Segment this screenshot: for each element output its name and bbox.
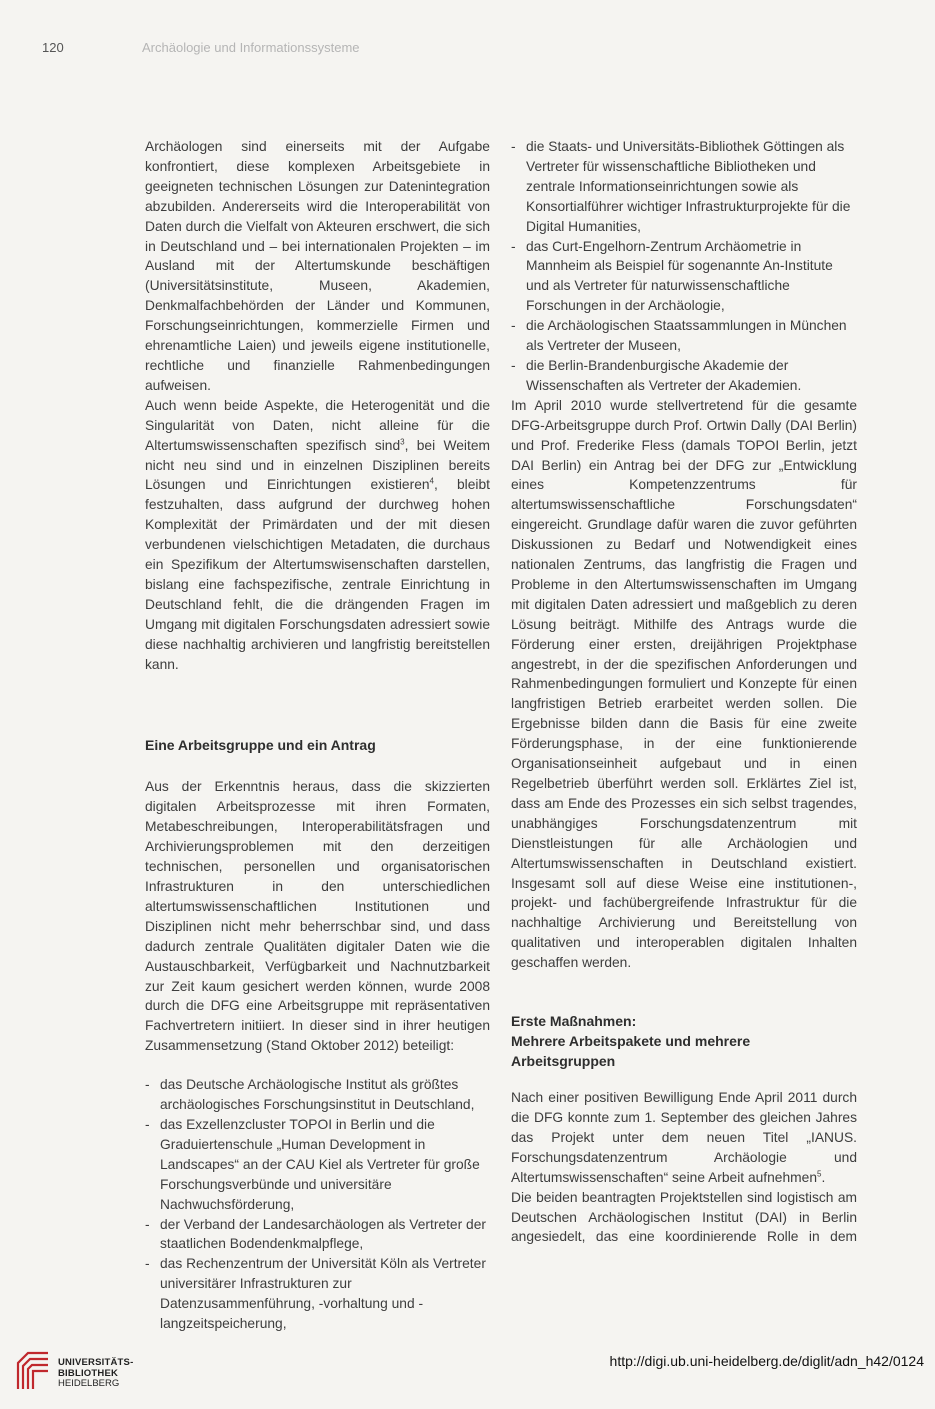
section-heading-massnahmen: Erste Maßnahmen: Mehrere Arbeitspakete und mehrere Arbeitsgruppen bbox=[511, 1013, 751, 1070]
list-item: - die Archäologischen Staatssammlungen in München als Vertreter der Museen, bbox=[511, 316, 857, 356]
paragraph-projektstellen: Die beiden beantragten Projektstellen sind logistisch am Deutschen Archäologischen Institut (DAI) in Berlin angesiedelt, das eine koordinierende Rolle in dem bbox=[511, 1189, 857, 1245]
left-column bbox=[145, 137, 490, 1334]
list-item: - das Deutsche Archäologische Institut als größtes archäologisches Forschungsinstitut in Deutschland, bbox=[145, 1075, 490, 1115]
members-list-continued bbox=[511, 137, 857, 396]
list-item: - die Staats- und Universitäts-Bibliothek Göttingen als Vertreter für wissenschaftliche Bibliotheken und zentrale Informationseinrichtungen sowie als Konsortialführer wichtiger Infrastrukturprojekte für die Digital Humanities, bbox=[511, 137, 857, 237]
list-item: - das Curt-Engelhorn-Zentrum Archäometrie in Mannheim als Beispiel für sogenannte An-Institute und als Vertreter für naturwissenschaftliche Forschungen in der Archäologie, bbox=[511, 237, 857, 317]
list-item: - der Verband der Landesarchäologen als Vertreter der staatlichen Bodendenkmalpflege, bbox=[145, 1215, 490, 1255]
list-item: - das Rechenzentrum der Universität Köln als Vertreter universitärer Infrastrukturen zur Datenzusammenführung, -vorhaltung und -langzeitspeicherung, bbox=[145, 1254, 490, 1334]
page-number: 120 bbox=[42, 40, 64, 55]
paragraph-intro: Archäologen sind einerseits mit der Aufgabe konfrontiert, diese komplexen Arbeitsgebiete in geeigneten technischen Lösungen zur Datenintegration abzubilden. Andererseits wird die Interoperabilität von Daten durch die Vielfalt von Akteuren erschwert, die sich in Deutschland und – bei internationalen Projekten – im Ausland mit der Altertumskunde beschäftigen (Universitätsinstitute, Museen, Akademien, Denkmalfachbehörden der Länder und Kommunen, Forschungseinrichtungen, kommerzielle Firmen und ehrenamtliche Laien) und jeweils eigene institutionelle, rechtliche und finanzielle Rahmenbedingungen aufweisen. bbox=[145, 139, 490, 393]
right-column bbox=[511, 137, 857, 1247]
list-item: - die Berlin-Brandenburgische Akademie der Wissenschaften als Vertreter der Akademien. bbox=[511, 356, 857, 396]
logo-line-3: HEIDELBERG bbox=[58, 1378, 120, 1389]
logo-line-1: UNIVERSITÄTS- bbox=[58, 1357, 134, 1368]
ub-heidelberg-logo-icon bbox=[14, 1349, 52, 1391]
paragraph-antrag: Im April 2010 wurde stellvertretend für die gesamte DFG-Arbeitsgruppe durch Prof. Ortwin Dally (DAI Berlin) und Prof. Frederike Fless (damals TOPOI Berlin, jetzt DAI Berlin) ein Antrag bei der DFG zur „Entwicklung eines Kompetenzzentrums für altertumswissenschaftliche Forschungsdaten“ eingereicht. Grundlage dafür waren die zuvor geführten Diskussionen zu Bedarf und Notwendigkeit eines nationalen Zentrums, das langfristig die Fragen und Probleme in den Altertumswissenschaften im Umgang mit digitalen Daten adressiert und maßgeblich zu deren Lösung beiträgt. Mithilfe des Antrags wurde die Förderung einer ersten, dreijährigen Projektphase angestrebt, in der die spezifischen Anforderungen und Rahmenbedingungen formuliert und Konzepte für einen langfristigen Betrieb erarbeitet werden sollen. Die Ergebnisse bilden dann die Basis für eine zweite Förderungsphase, in der eine funktionierende Organisationseinheit aufgebaut und in einen Regelbetrieb überführt werden soll. Erklärtes Ziel ist, dass am Ende des Prozesses ein sich selbst tragendes, unabhängiges Forschungsdatenzentrum mit Dienstleistungen für alle Archäologien und Altertumswissenschaften in Deutschland existiert. Insgesamt soll auf diese Weise eine institutionen-, projekt- und fachübergreifende Infrastruktur für die nachhaltige Archivierung und Bereitstellung von qualitativen und interoperablen digitalen Inhalten geschaffen werden. bbox=[511, 397, 857, 971]
running-header bbox=[42, 40, 360, 55]
paragraph-arbeitsgruppe: Aus der Erkenntnis heraus, dass die skizzierten digitalen Arbeitsprozesse mit ihren Formaten, Metabeschreibungen, Interoperabilitätsfragen und Archivierungsproblemen mit den derzeitigen technischen, personellen und organisatorischen Infrastrukturen in den unterschiedlichen altertumswissenschaftlichen Institutionen und Disziplinen nicht mehr beherrschbar sind, und dass dadurch zentrale Qualitäten digitaler Daten wie die Austauschbarkeit, Verfügbarkeit und Nachnutzbarkeit zur Zeit kaum gesichert werden können, wurde 2008 durch die DFG eine Arbeitsgruppe mit repräsentativen Fachvertretern initiiert. In dieser sind in ihrer heutigen Zusammensetzung (Stand Oktober 2012) beteiligt: bbox=[145, 779, 490, 1054]
paragraph-bewilligung: Nach einer positiven Bewilligung Ende April 2011 durch die DFG konnte zum 1. September des gleichen Jahres das Projekt unter dem neuen Titel „IANUS. Forschungsdatenzentrum Archäologie und Altertumswissenschaften“ seine Arbeit aufnehmen$^5$. bbox=[511, 1090, 857, 1185]
list-item: - das Exzellenzcluster TOPOI in Berlin und die Graduiertenschule „Human Development in Landscapes“ an der CAU Kiel als Vertreter für große Forschungsverbünde und universitäre Nachwuchsförderung, bbox=[145, 1115, 490, 1215]
paragraph-heterogeneity: Auch wenn beide Aspekte, die Heterogenität und die Singularität von Daten, nicht alleine für die Altertumswissenschaften spezifisch sind$^3$, bei Weitem nicht neu sind und in einzelnen Disziplinen bereits Lösungen und Einrichtungen existieren$^4$, bleibt festzuhalten, dass aufgrund der durchweg hohen Komplexität der Primärdaten und der mit diesen verbundenen vielschichtigen Metadaten, die durchaus ein Spezifikum der Altertumswisenschaften darstellen, bislang eine fachspezifische, zentrale Einrichtung in Deutschland fehlt, die die drängenden Fragen im Umgang mit digitalen Forschungsdaten adressiert sowie diese nachhaltig archivieren und langfristig bereitstellen kann. bbox=[145, 397, 490, 672]
members-list bbox=[145, 1075, 490, 1334]
library-logo bbox=[14, 1349, 144, 1395]
running-title: Archäologie und Informationssysteme bbox=[142, 40, 360, 55]
source-url[interactable]: http://digi.ub.uni-heidelberg.de/diglit/adn_h42/0124 bbox=[609, 1353, 924, 1369]
footnote-ref-5: 5 bbox=[817, 1169, 822, 1179]
footnote-ref-4: 4 bbox=[429, 476, 434, 486]
footnote-ref-3: 3 bbox=[400, 437, 405, 446]
logo-line-2: BIBLIOTHEK bbox=[58, 1367, 119, 1379]
section-heading-arbeitsgruppe: Eine Arbeitsgruppe und ein Antrag bbox=[145, 737, 376, 754]
